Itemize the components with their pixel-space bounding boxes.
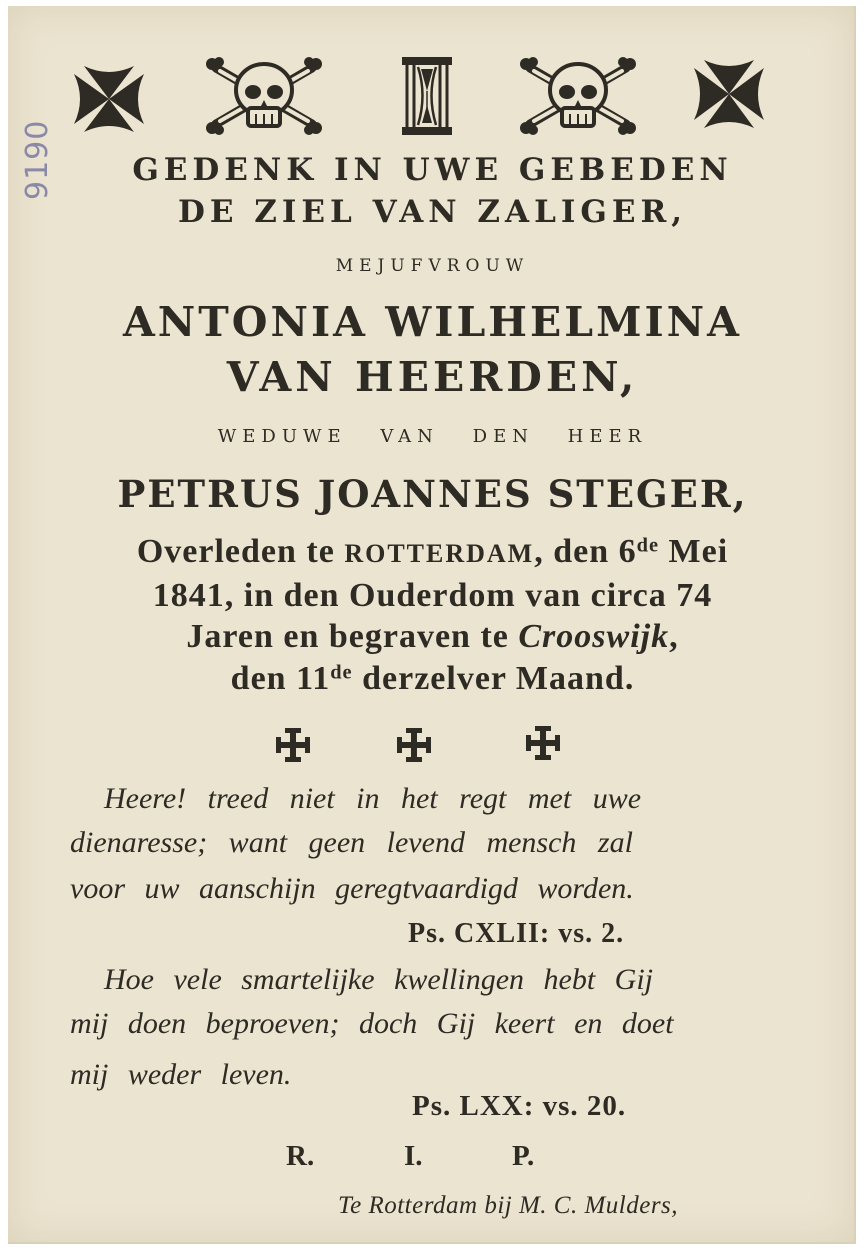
verse-1-line-2: dienaresse; want geen levend mensch zal [70, 826, 633, 859]
husband-name: PETRUS JOANNES STEGER, [117, 472, 748, 516]
title-word: MEJUFVROUW [335, 256, 530, 276]
verse-2-line-1: Hoe vele smartelijke kwellingen hebt Gij [104, 963, 654, 996]
handwritten-inventory-number: 9190 [20, 119, 55, 200]
header-line-2: DE ZIEL VAN ZALIGER, [177, 194, 688, 230]
cross-potent-icon [395, 726, 433, 764]
verse-1-line-3: voor uw aanschijn geregtvaardigd worden. [70, 872, 634, 905]
header-line-1: GEDENK IN UWE GEBEDEN [132, 152, 733, 188]
rip-r: R. [286, 1140, 315, 1172]
maltese-cross-icon [70, 62, 148, 136]
skull-crossbones-icon [516, 56, 640, 136]
details-line-4 [0, 660, 865, 698]
details-line-3-b: , [669, 618, 679, 655]
burial-place: Crooswijk [518, 618, 670, 655]
details-line-1-c: Mei [659, 533, 729, 570]
details-line-4-a: den 11 [230, 660, 331, 697]
rip-p: P. [512, 1140, 535, 1172]
name-line-1: ANTONIA WILHELMINA [123, 298, 742, 346]
rip-i: I. [404, 1140, 423, 1172]
cross-potent-icon [524, 724, 562, 762]
hourglass-icon [400, 55, 454, 137]
details-line-3 [0, 618, 865, 656]
place-of-death: ROTTERDAM [344, 539, 535, 568]
details-line-3-a: Jaren en begraven te [186, 618, 509, 655]
name-line-2: VAN HEERDEN, [226, 353, 639, 401]
skull-crossbones-icon [202, 56, 326, 136]
widow-of: WEDUWE VAN DEN HEER [217, 426, 648, 447]
details-line-1-a: Overleden te [136, 533, 335, 570]
details-line-1-b: , den 6 [534, 533, 637, 570]
details-line-1 [0, 533, 865, 571]
verse-2-reference: Ps. LXX: vs. 20. [412, 1090, 627, 1122]
details-line-4-b: derzelver Maand. [352, 660, 635, 697]
details-line-4-sup: de [330, 661, 353, 684]
cross-potent-icon [274, 726, 312, 764]
verse-1-line-1: Heere! treed niet in het regt met uwe [104, 782, 642, 815]
verse-2-line-2: mij doen beproeven; doch Gij keert en doet [70, 1007, 674, 1040]
details-line-2: 1841, in den Ouderdom van circa 74 [152, 577, 713, 614]
printer-imprint: Te Rotterdam bij M. C. Mulders, [338, 1192, 679, 1219]
details-line-1-sup: de [636, 534, 660, 557]
maltese-cross-icon [690, 56, 768, 132]
verse-2-line-3: mij weder leven. [70, 1058, 292, 1091]
verse-1-reference: Ps. CXLII: vs. 2. [408, 918, 625, 949]
